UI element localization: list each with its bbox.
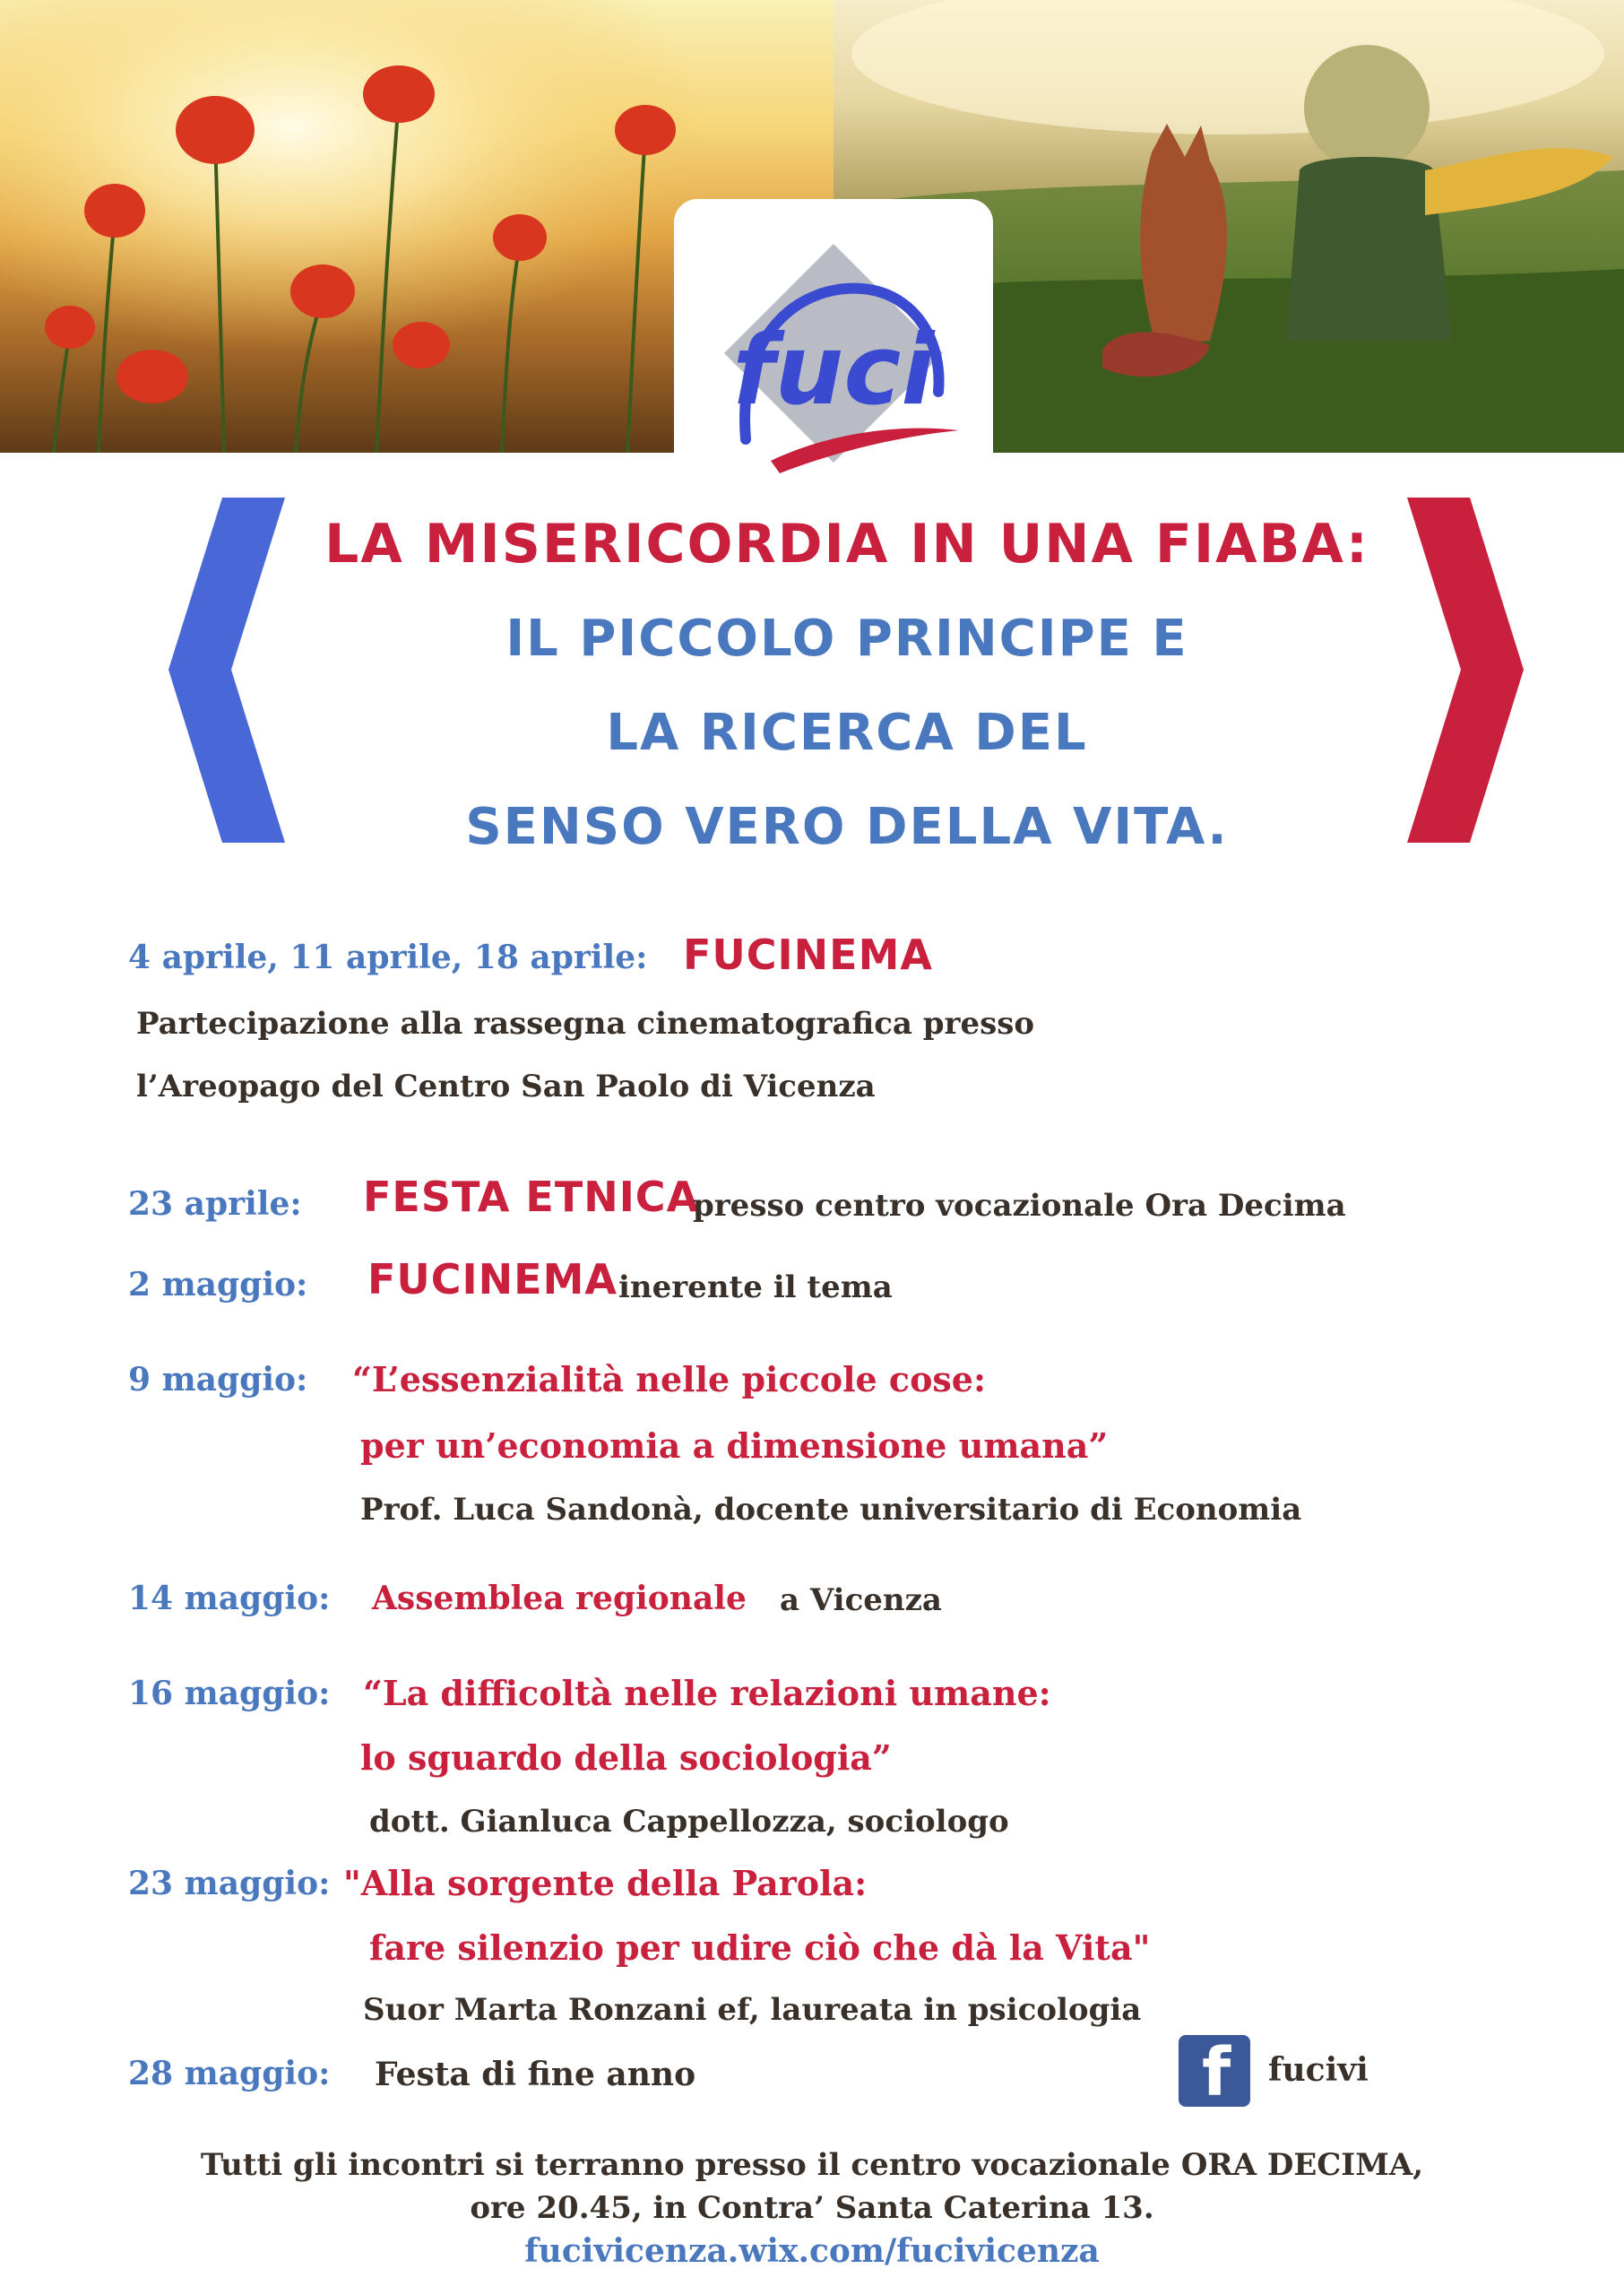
talk-3-title-line-1: "Alla sorgente della Parola:	[343, 1863, 868, 1903]
fucinema-desc-1: Partecipazione alla rassegna cinematografica presso	[136, 1006, 1035, 1042]
talk-1-title-line-2: per un’economia a dimensione umana”	[360, 1425, 1109, 1466]
facebook-handle[interactable]: fucivi	[1268, 2051, 1369, 2089]
footer-website-link[interactable]: fucivicenza.wix.com/fucivicenza	[524, 2232, 1100, 2270]
date-fucinema-april: 4 aprile, 11 aprile, 18 aprile:	[128, 939, 648, 976]
festa-etnica-location: presso centro vocazionale Ora Decima	[693, 1188, 1346, 1224]
fucinema-2-desc: inerente il tema	[618, 1269, 893, 1305]
date-talk-2: 16 maggio:	[128, 1675, 331, 1712]
event-festa-etnica: FESTA ETNICA	[363, 1173, 700, 1221]
logo-text: fuci	[732, 315, 935, 427]
talk-2-speaker: dott. Gianluca Cappellozza, sociologo	[369, 1804, 1009, 1840]
date-fucinema-may: 2 maggio:	[128, 1266, 308, 1303]
fucinema-desc-2: l’Areopago del Centro San Paolo di Vicenza	[136, 1069, 876, 1104]
title-line-3: SENSO VERO DELLA VITA.	[465, 798, 1229, 856]
event-end-party: Festa di fine anno	[375, 2056, 696, 2093]
title-main: LA MISERICORDIA IN UNA FIABA:	[324, 513, 1369, 576]
title-line-2: LA RICERCA DEL	[606, 704, 1088, 762]
title-line-1: IL PICCOLO PRINCIPE E	[505, 610, 1188, 668]
footer-line-2: ore 20.45, in Contra’ Santa Caterina 13.	[470, 2190, 1154, 2226]
fuci-logo	[674, 199, 993, 486]
date-talk-3: 23 maggio:	[128, 1865, 331, 1902]
facebook-glyph: f	[1202, 2034, 1231, 2111]
chevron-left-icon	[168, 498, 285, 843]
assembly-location: a Vicenza	[780, 1582, 942, 1618]
event-fucinema-2: FUCINEMA	[367, 1255, 618, 1303]
talk-2-title-line-1: “La difficoltà nelle relazioni umane:	[363, 1673, 1051, 1713]
talk-3-speaker: Suor Marta Ronzani ef, laureata in psicologia	[363, 1992, 1142, 2028]
date-festa-etnica: 23 aprile:	[128, 1185, 302, 1223]
facebook-icon[interactable]	[1179, 2034, 1250, 2111]
talk-1-title-line-1: “L’essenzialità nelle piccole cose:	[352, 1359, 987, 1399]
date-end-party: 28 maggio:	[128, 2055, 331, 2092]
talk-3-title-line-2: fare silenzio per udire ciò che dà la Vita"	[369, 1927, 1151, 1968]
event-fucinema: FUCINEMA	[683, 931, 933, 979]
talk-2-title-line-2: lo sguardo della sociologia”	[360, 1737, 892, 1778]
footer-line-1: Tutti gli incontri si terranno presso il centro vocazionale ORA DECIMA,	[200, 2147, 1424, 2183]
date-assembly: 14 maggio:	[128, 1580, 331, 1617]
talk-1-speaker: Prof. Luca Sandonà, docente universitario di Economia	[360, 1492, 1302, 1528]
event-assembly: Assemblea regionale	[372, 1580, 747, 1617]
date-talk-1: 9 maggio:	[128, 1361, 308, 1399]
